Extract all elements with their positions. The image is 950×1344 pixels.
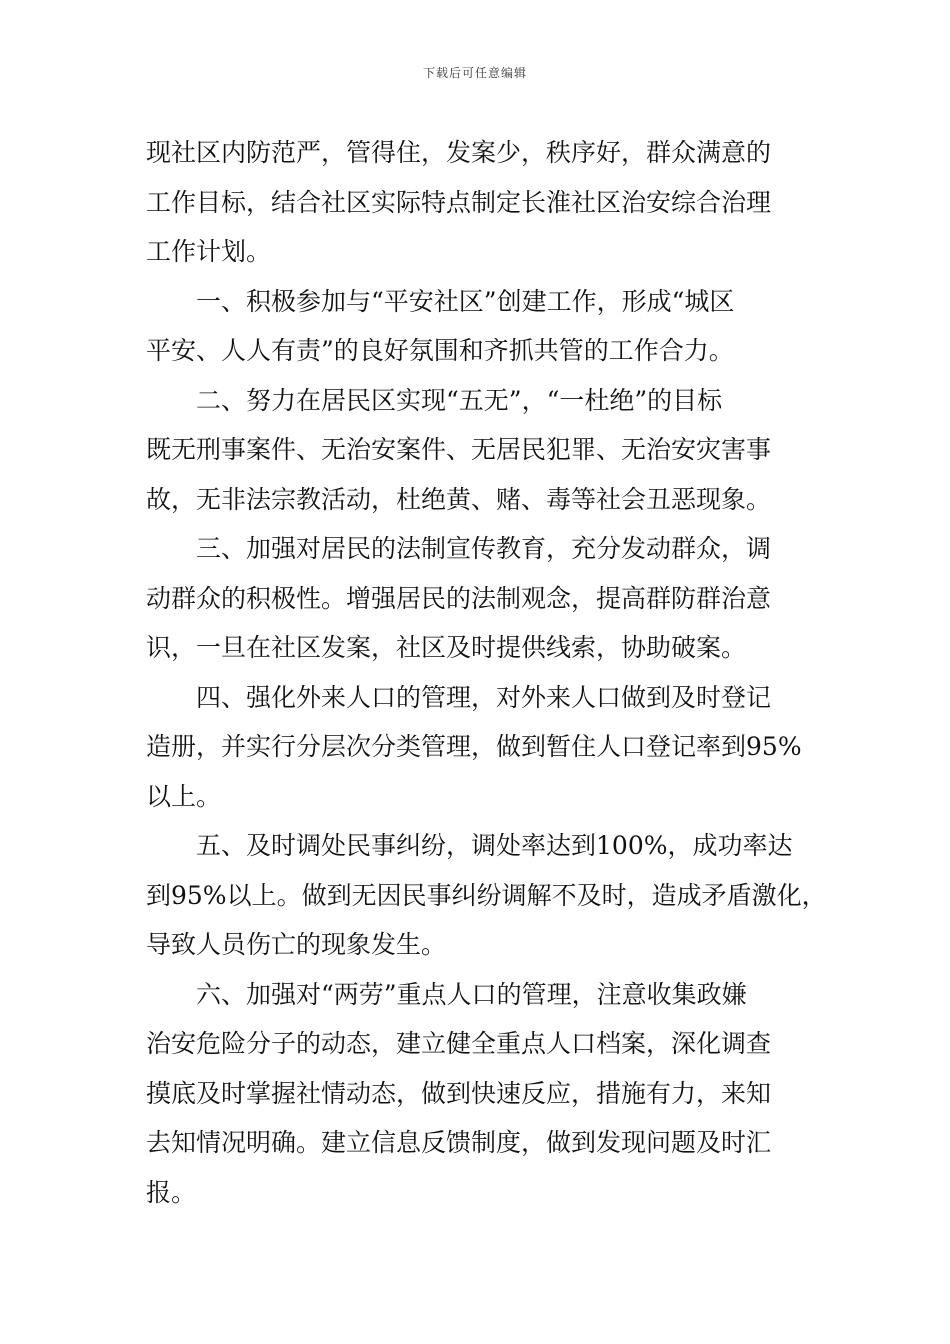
text-line: 报。 — [146, 1177, 197, 1207]
text-line: 六、加强对“两劳”重点人口的管理，注意收集政嫌 — [196, 979, 747, 1009]
text-line: 既无刑事案件、无治安案件、无居民犯罪、无治安灾害事 — [146, 435, 772, 464]
paragraph-item-2 — [146, 376, 816, 525]
text-line: 造册，并实行分层次分类管理，做到暂住人口登记率到95% — [146, 732, 802, 761]
text-line: 到95%以上。做到无因民事纠纷调解不及时，造成矛盾激化， — [146, 880, 827, 910]
text-line: 故，无非法宗教活动，杜绝黄、赌、毒等社会丑恶现象。 — [146, 484, 772, 514]
text-line: 导致人员伤亡的现象发生。 — [146, 930, 447, 959]
text-line: 治安危险分子的动态，建立健全重点人口档案，深化调查 — [146, 1029, 772, 1058]
paragraph-item-4 — [146, 673, 816, 822]
page-header: 下载后可任意编辑 — [422, 66, 527, 80]
text-line: 二、努力在居民区实现“五无”，“一杜绝”的目标 — [196, 385, 723, 415]
paragraph-item-5 — [146, 821, 827, 970]
text-line: 四、强化外来人口的管理，对外来人口做到及时登记 — [196, 682, 772, 712]
paragraph-item-1 — [146, 277, 816, 376]
text-line: 以上。 — [146, 781, 222, 811]
text-line: 一、积极参加与“平安社区”创建工作，形成“城区 — [196, 286, 735, 316]
text-line: 摸底及时掌握社情动态，做到快速反应，措施有力，来知 — [146, 1078, 772, 1108]
text-line: 去知情况明确。建立信息反馈制度，做到发现问题及时汇 — [146, 1128, 772, 1157]
paragraph-item-3 — [146, 524, 816, 673]
text-line: 工作计划。 — [146, 237, 272, 266]
text-line: 现社区内防范严，管得住，发案少，秩序好，群众满意的 — [146, 138, 772, 167]
text-line: 识，一旦在社区发案，社区及时提供线索，协助破案。 — [146, 633, 747, 662]
text-line: 平安、人人有责”的良好氛围和齐抓共管的工作合力。 — [146, 336, 734, 365]
document-body — [146, 128, 827, 1217]
text-line: 五、及时调处民事纠纷，调处率达到100%，成功率达 — [196, 831, 793, 860]
paragraph-intro — [146, 128, 816, 277]
text-line: 动群众的积极性。增强居民的法制观念，提高群防群治意 — [146, 583, 772, 613]
text-line: 三、加强对居民的法制宣传教育，充分发动群众，调 — [196, 534, 772, 563]
text-line: 工作目标，结合社区实际特点制定长淮社区治安综合治理 — [146, 187, 772, 217]
paragraph-item-6 — [146, 970, 816, 1218]
